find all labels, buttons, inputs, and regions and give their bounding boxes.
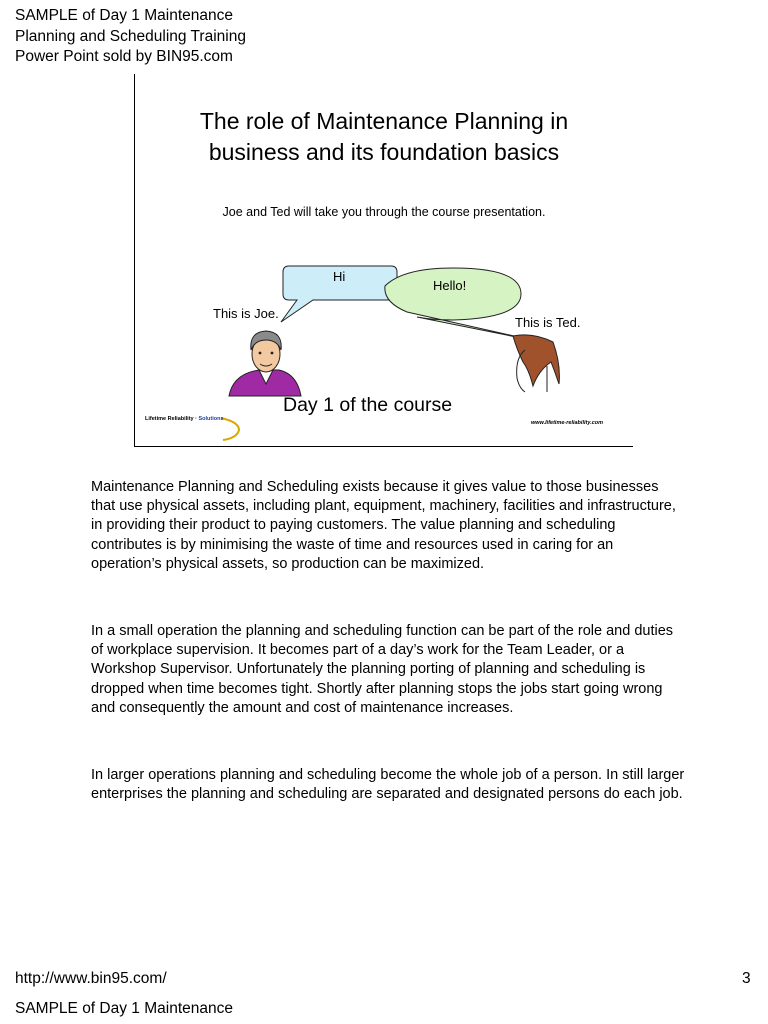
logo-swoosh <box>221 418 239 440</box>
logo <box>145 416 224 422</box>
slide-subtitle: Joe and Ted will take you through the course presentation. <box>222 205 546 219</box>
slide-title-line-1: The role of Maintenance Planning in <box>199 108 569 134</box>
slide-thumbnail <box>134 74 633 447</box>
joe-figure <box>229 331 301 396</box>
slide-caption: Day 1 of the course <box>283 394 453 416</box>
slide-illustration <box>135 74 633 446</box>
page-header <box>15 6 246 68</box>
header-line-2: Planning and Scheduling Training <box>15 27 246 45</box>
paragraph-2: In a small operation the planning and scheduling function can be part of the role and duties of workplace supervision. It becomes part of a day’s work for the Team Leader, or a Workshop Supervisor. Unfortunately the planning porting of planning and scheduling is dropped when time becomes tight. Shortly after planning stops the jobs start going wrong and consequently the amount and cost of maintenance increases. <box>91 623 674 716</box>
logo-text-solutions: Solutions <box>198 416 224 422</box>
footer-title: SAMPLE of Day 1 Maintenance <box>15 1000 233 1017</box>
page-number: 3 <box>742 970 751 987</box>
ted-hair <box>513 335 559 386</box>
ted-figure <box>513 335 559 392</box>
ted-label: This is Ted. <box>515 315 581 330</box>
footer-url[interactable]: http://www.bin95.com/ <box>15 970 167 987</box>
joe-label: This is Joe. <box>213 306 279 321</box>
logo-text: Lifetime Reliability · <box>145 416 199 422</box>
slide-website: www.lifetime-reliability.com <box>531 420 604 426</box>
paragraph-1: Maintenance Planning and Scheduling exists because it gives value to those businesses that use physical assets, including plant, equipment, machinery, facilities and infrastructure, in providing their product to paying customers. The value planning and scheduling contributes is by minimising the waste of time and resources used in caring for an operation’s physical assets, so production can be maximized. <box>91 479 676 572</box>
paragraph-3: In larger operations planning and scheduling become the whole job of a person. In still larger enterprises the planning and scheduling are separated and designated persons do each job. <box>91 767 685 803</box>
bubble-ted-text: Hello! <box>433 278 467 293</box>
header-line-1: SAMPLE of Day 1 Maintenance <box>15 7 233 24</box>
bubble-joe-text: Hi <box>333 269 346 284</box>
header-line-3: Power Point sold by BIN95.com <box>15 48 233 65</box>
slide-title-line-2: business and its foundation basics <box>208 139 560 165</box>
